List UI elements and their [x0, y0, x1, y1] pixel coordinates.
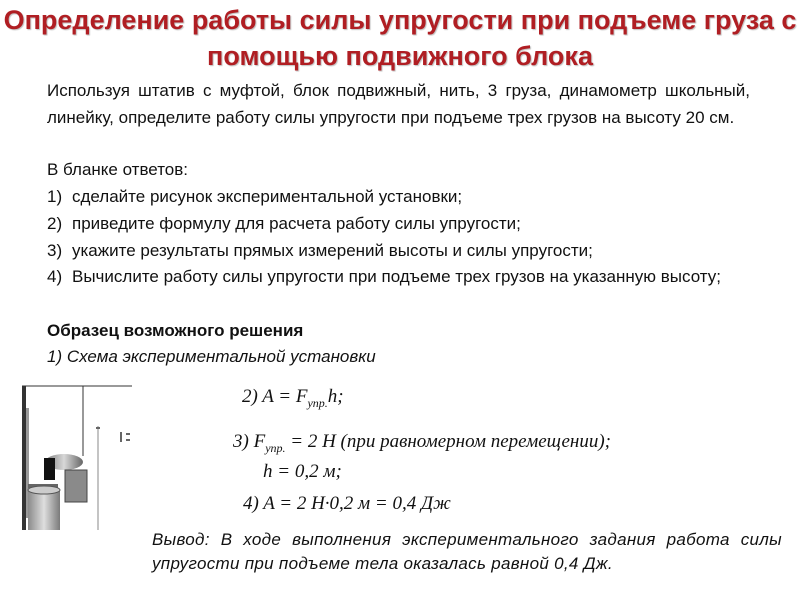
formula-subscript: упр. [307, 395, 328, 410]
conclusion: Вывод: В ходе выполнения экспериментального задания работа силы упругости при подъеме тела оказалась равной 0,4 Дж. [152, 530, 782, 573]
scheme-label: 1) Схема экспериментальной установки [47, 347, 376, 366]
item-text: Вычислите работу силы упругости при подъеме трех грузов на указанную высоту; [72, 267, 721, 286]
item-number: 4) [47, 267, 63, 286]
task-intro: Используя штатив с муфтой, блок подвижный, нить, 3 груза, динамометр школьный, линейку, определите работу силы упругости при подъеме трех грузов на высоту 20 см. [47, 81, 750, 127]
formula-height: h = 0,2 м; [263, 461, 342, 482]
formula-work [242, 386, 344, 411]
solution-heading: Образец возможного решения [47, 321, 304, 340]
item-number: 3) [47, 241, 63, 260]
item-number: 1) [47, 187, 63, 206]
item-text: укажите результаты прямых измерений высоты и силы упругости; [72, 241, 593, 260]
page-title: Определение работы силы упругости при подъеме груза с помощью подвижного блока [3, 5, 797, 71]
item-number: 2) [47, 214, 63, 233]
formula-part: = 2 Н (при равномерном перемещении); [285, 431, 612, 452]
formula-part: 2) A = F [242, 386, 308, 407]
list-item [47, 238, 593, 264]
formula-part: 3) F [233, 431, 266, 452]
formula-part: h; [327, 386, 344, 407]
list-item [47, 184, 462, 210]
list-item [47, 211, 521, 237]
formula-subscript: упр. [265, 440, 286, 455]
experimental-setup-image [22, 380, 134, 530]
item-text: приведите формулу для расчета работу силы упругости; [72, 214, 521, 233]
formula-result: 4) A = 2 Н·0,2 м = 0,4 Дж [243, 493, 451, 514]
item-text: сделайте рисунок экспериментальной установки; [72, 187, 463, 206]
formula-force [233, 431, 611, 456]
answers-heading: В бланке ответов: [47, 160, 189, 179]
list-item [47, 264, 750, 291]
